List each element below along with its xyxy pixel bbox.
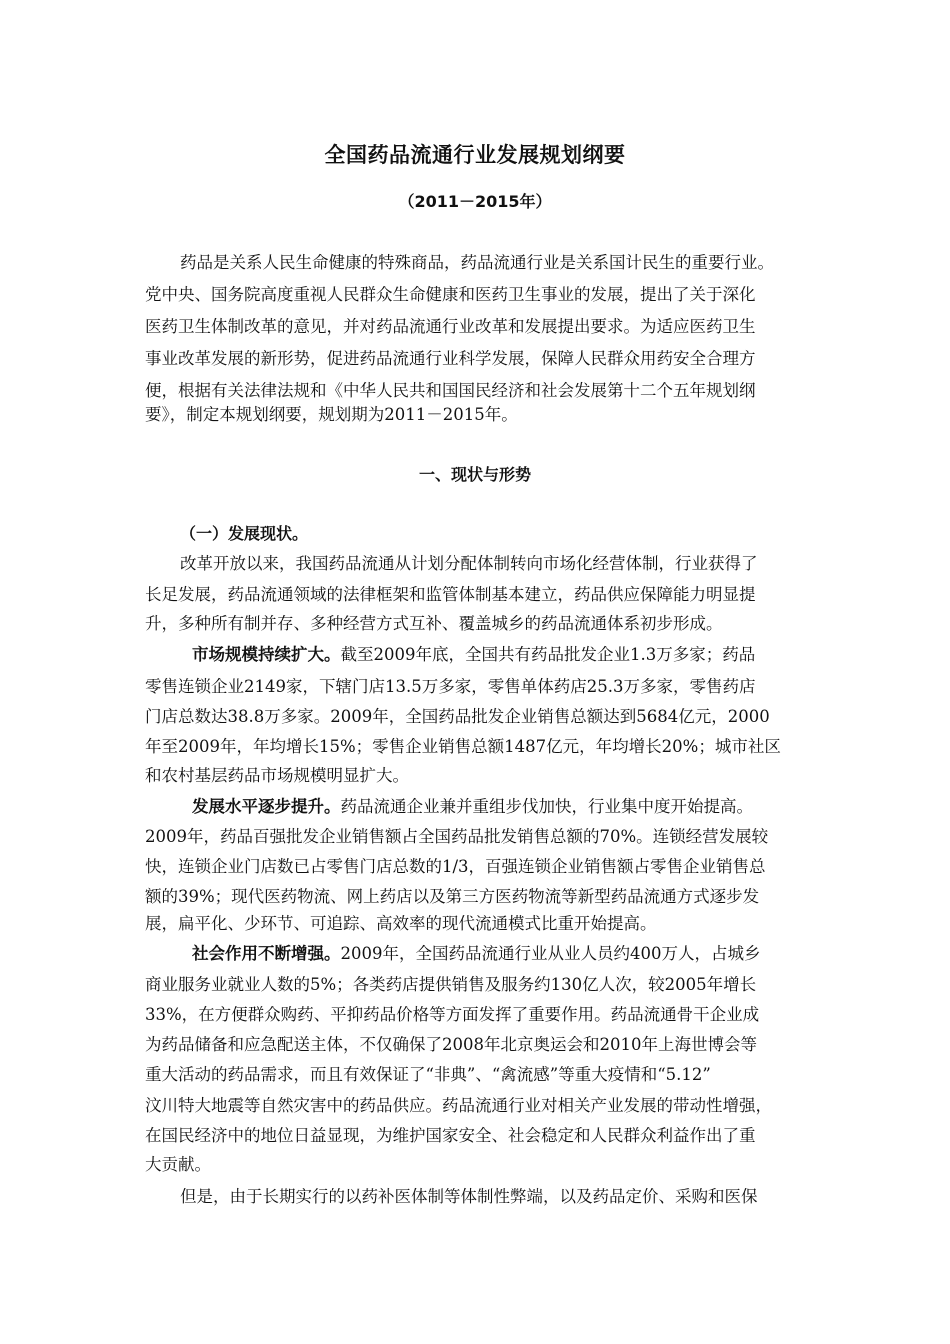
status-line: 长足发展，药品流通领域的法律框架和监管体制基本建立，药品供应保障能力明显提 bbox=[145, 585, 756, 604]
closing-line: 但是，由于长期实行的以药补医体制等体制性弊端，以及药品定价、采购和医保 bbox=[180, 1187, 758, 1206]
intro-line: 药品是关系人民生命健康的特殊商品，药品流通行业是关系国计民生的重要行业。 bbox=[180, 253, 774, 272]
level-first-line bbox=[192, 796, 753, 818]
subsection-heading: （一）发展现状。 bbox=[180, 524, 309, 543]
intro-line: 要》，制定本规划纲要，规划期为2011－2015年。 bbox=[145, 405, 518, 424]
social-lead: 社会作用不断增强。 bbox=[192, 944, 341, 963]
intro-line: 党中央、国务院高度重视人民群众生命健康和医药卫生事业的发展，提出了关于深化 bbox=[145, 285, 756, 304]
market-first-line bbox=[192, 644, 755, 666]
level-line: 药品流通企业兼并重组步伐加快，行业集中度开始提高。 bbox=[340, 797, 753, 816]
social-line: 重大活动的药品需求，而且有效保证了“非典”、“禽流感”等重大疫情和“5.12” bbox=[145, 1065, 711, 1084]
social-line: 2009年，全国药品流通行业从业人员约400万人，占城乡 bbox=[340, 944, 761, 963]
market-line: 门店总数达38.8万多家。2009年，全国药品批发企业销售总额达到5684亿元，2000 bbox=[145, 707, 770, 726]
level-line: 展，扁平化、少环节、可追踪、高效率的现代流通模式比重开始提高。 bbox=[145, 914, 657, 933]
status-line: 升，多种所有制并存、多种经营方式互补、覆盖城乡的药品流通体系初步形成。 bbox=[145, 614, 723, 633]
market-line: 和农村基层药品市场规模明显扩大。 bbox=[145, 766, 409, 785]
intro-line: 便，根据有关法律法规和《中华人民共和国国民经济和社会发展第十二个五年规划纲 bbox=[145, 381, 756, 400]
social-line: 汶川特大地震等自然灾害中的药品供应。药品流通行业对相关产业发展的带动性增强， bbox=[145, 1096, 772, 1115]
document-subtitle: （2011－2015年） bbox=[398, 192, 552, 211]
document-title: 全国药品流通行业发展规划纲要 bbox=[324, 143, 626, 167]
social-line: 33%，在方便群众购药、平抑药品价格等方面发挥了重要作用。药品流通骨干企业成 bbox=[145, 1005, 760, 1024]
market-line: 年至2009年，年均增长15%；零售企业销售总额1487亿元，年均增长20%；城市社区 bbox=[145, 737, 781, 756]
level-line: 快，连锁企业门店数已占零售门店总数的1/3，百强连锁企业销售额占零售企业销售总 bbox=[145, 857, 766, 876]
social-first-line bbox=[192, 943, 761, 965]
level-lead: 发展水平逐步提升。 bbox=[192, 797, 341, 816]
social-line: 大贡献。 bbox=[145, 1155, 211, 1174]
intro-line: 医药卫生体制改革的意见，并对药品流通行业改革和发展提出要求。为适应医药卫生 bbox=[145, 317, 756, 336]
market-line: 零售连锁企业2149家，下辖门店13.5万多家，零售单体药店25.3万多家，零售药店 bbox=[145, 677, 756, 696]
market-line: 截至2009年底，全国共有药品批发企业1.3万多家；药品 bbox=[340, 645, 756, 664]
level-line: 额的39%；现代医药物流、网上药店以及第三方医药物流等新型药品流通方式逐步发 bbox=[145, 887, 760, 906]
level-line: 2009年，药品百强批发企业销售额占全国药品批发销售总额的70%。连锁经营发展较 bbox=[145, 827, 769, 846]
intro-line: 事业改革发展的新形势，促进药品流通行业科学发展，保障人民群众用药安全合理方 bbox=[145, 349, 756, 368]
market-lead: 市场规模持续扩大。 bbox=[192, 645, 341, 664]
section-heading: 一、现状与形势 bbox=[418, 465, 531, 484]
status-line: 改革开放以来，我国药品流通从计划分配体制转向市场化经营体制，行业获得了 bbox=[180, 554, 758, 573]
social-line: 为药品储备和应急配送主体，不仅确保了2008年北京奥运会和2010年上海世博会等 bbox=[145, 1035, 757, 1054]
social-line: 商业服务业就业人数的5%；各类药店提供销售及服务约130亿人次，较2005年增长 bbox=[145, 975, 757, 994]
social-line: 在国民经济中的地位日益显现，为维护国家安全、社会稳定和人民群众利益作出了重 bbox=[145, 1126, 756, 1145]
